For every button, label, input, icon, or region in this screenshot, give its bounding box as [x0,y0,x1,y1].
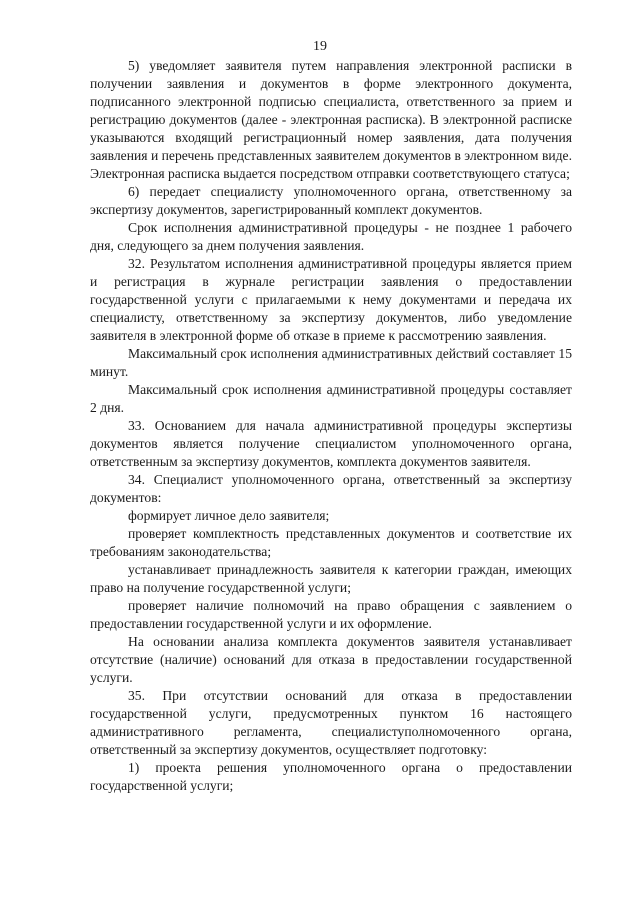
paragraph-procedure-deadline: Срок исполнения административной процедуры - не позднее 1 рабочего дня, следующего за днем получения заявления. [90,220,572,253]
paragraph-item-34: 34. Специалист уполномоченного органа, ответственный за экспертизу документов: [90,472,572,505]
paragraph-transfer-documents: 6) передает специалисту уполномоченного органа, ответственному за экспертизу документов, зарегистрированный комплект документов. [90,184,572,217]
paragraph-max-procedure-time: Максимальный срок исполнения административной процедуры составляет 2 дня. [90,382,572,415]
paragraph-establishes-category: устанавливает принадлежность заявителя к категории граждан, имеющих право на получение государственной услуги; [90,562,572,595]
page-number: 19 [313,39,327,54]
paragraph-analysis-result: На основании анализа комплекта документов заявителя устанавливает отсутствие (наличие) оснований для отказа в предоставлении государственной услуги. [90,634,572,685]
paragraph-notify-applicant: 5) уведомляет заявителя путем направления электронной расписки в получении заявления и документов в форме электронного документа, подписанного электронной подписью специалиста, ответственного за прием и регистрацию документов (далее - электронная расписка). В электронной расписке указываются входящий регистрационный номер заявления, дата получения заявления и перечень представленных заявителем документов в электронном виде. Электронная расписка выдается посредством отправки соответствующего статуса; [90,58,572,181]
paragraph-item-35: 35. При отсутствии оснований для отказа в предоставлении государственной услуги, предусмотренных пунктом 16 настоящего административного регламента, специалиступолномоченного органа, ответственный за экспертизу документов, осуществляет подготовку: [90,688,572,757]
paragraph-draft-decision: 1) проекта решения уполномоченного органа о предоставлении государственной услуги; [90,760,572,793]
paragraph-checks-authority: проверяет наличие полномочий на право обращения с заявлением о предоставлении государственной услуги и их оформление. [90,598,572,631]
paragraph-max-actions-time: Максимальный срок исполнения административных действий составляет 15 минут. [90,346,572,379]
paragraph-forms-personal-file: формирует личное дело заявителя; [128,508,330,523]
paragraph-checks-completeness: проверяет комплектность представленных документов и соответствие их требованиям законодательства; [90,526,572,559]
paragraph-item-32: 32. Результатом исполнения административной процедуры является прием и регистрация в журнале регистрации заявления о предоставлении государственной услуги с прилагаемыми к нему документами и передача их специалисту, ответственному за экспертизу документов, либо уведомление заявителя в электронной форме об отказе в приеме к рассмотрению заявления. [90,256,572,343]
document-body [90,57,572,795]
paragraph-item-33: 33. Основанием для начала административной процедуры экспертизы документов является получение специалистом уполномоченного органа, ответственным за экспертизу документов, комплекта документов заявителя. [90,418,572,469]
